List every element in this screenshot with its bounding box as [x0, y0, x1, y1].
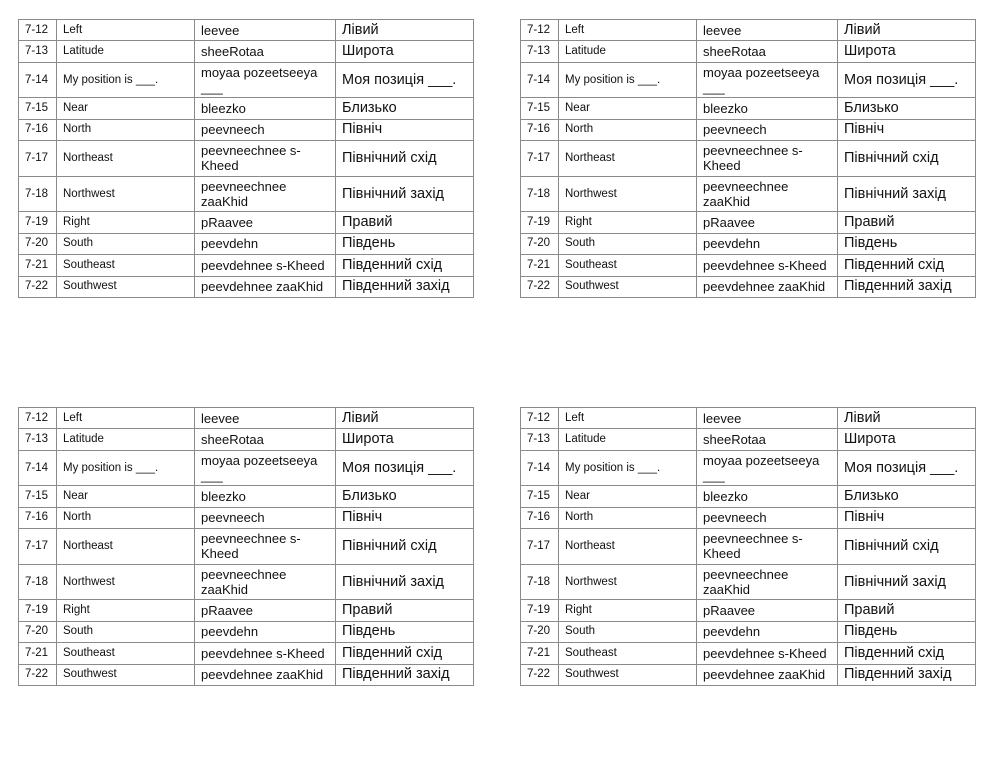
table-row	[521, 529, 976, 565]
row-number: 7-22	[521, 276, 559, 297]
english-term: Latitude	[559, 41, 697, 62]
transliteration: peevdehnee s-Kheed	[697, 643, 838, 664]
row-number: 7-22	[521, 664, 559, 685]
ukrainian-term: Північний захід	[336, 564, 474, 600]
ukrainian-term: Південний захід	[336, 664, 474, 685]
row-number: 7-20	[19, 621, 57, 642]
table-row	[521, 98, 976, 119]
transliteration: leevee	[697, 20, 838, 41]
table-row	[19, 41, 474, 62]
transliteration: bleezko	[195, 98, 336, 119]
vocab-table-top-left	[18, 19, 474, 298]
transliteration: peevneechnee zaaKhid	[195, 176, 336, 212]
row-number: 7-21	[521, 643, 559, 664]
transliteration: bleezko	[195, 486, 336, 507]
transliteration: sheeRotaa	[697, 429, 838, 450]
transliteration: peevneechnee s-Kheed	[195, 141, 336, 177]
row-number: 7-17	[521, 529, 559, 565]
row-number: 7-18	[521, 564, 559, 600]
english-term: South	[57, 621, 195, 642]
ukrainian-term: Південний схід	[336, 255, 474, 276]
ukrainian-term: Північ	[838, 507, 976, 528]
row-number: 7-14	[19, 62, 57, 98]
table-row	[19, 408, 474, 429]
english-term: Northwest	[559, 176, 697, 212]
vocab-table-bottom-left	[18, 407, 474, 686]
transliteration: peevdehn	[697, 621, 838, 642]
english-term: South	[559, 621, 697, 642]
english-term: Southwest	[559, 276, 697, 297]
transliteration: pRaavee	[195, 600, 336, 621]
row-number: 7-19	[19, 600, 57, 621]
english-term: Near	[559, 98, 697, 119]
ukrainian-term: Північ	[336, 119, 474, 140]
table-row	[521, 664, 976, 685]
transliteration: leevee	[697, 408, 838, 429]
english-term: North	[559, 119, 697, 140]
transliteration: peevdehnee zaaKhid	[697, 664, 838, 685]
row-number: 7-17	[521, 141, 559, 177]
ukrainian-term: Моя позиція ___.	[336, 62, 474, 98]
row-number: 7-12	[521, 408, 559, 429]
ukrainian-term: Близько	[838, 486, 976, 507]
ukrainian-term: Північний схід	[838, 529, 976, 565]
ukrainian-term: Південь	[336, 233, 474, 254]
table-row	[521, 255, 976, 276]
transliteration: peevneech	[697, 119, 838, 140]
row-number: 7-13	[19, 429, 57, 450]
ukrainian-term: Північний схід	[336, 141, 474, 177]
row-number: 7-15	[521, 486, 559, 507]
ukrainian-term: Лівий	[336, 408, 474, 429]
table-row	[19, 212, 474, 233]
transliteration: peevdehn	[195, 621, 336, 642]
table-row	[19, 176, 474, 212]
row-number: 7-20	[19, 233, 57, 254]
row-number: 7-20	[521, 621, 559, 642]
ukrainian-term: Південний схід	[838, 643, 976, 664]
ukrainian-term: Широта	[838, 429, 976, 450]
transliteration: peevdehnee zaaKhid	[195, 664, 336, 685]
english-term: Southeast	[559, 255, 697, 276]
transliteration: bleezko	[697, 486, 838, 507]
table-row	[521, 643, 976, 664]
english-term: North	[57, 119, 195, 140]
english-term: Southwest	[559, 664, 697, 685]
transliteration: moyaa pozeetseeya ___	[697, 62, 838, 98]
row-number: 7-17	[19, 529, 57, 565]
english-term: South	[57, 233, 195, 254]
english-term: Latitude	[57, 429, 195, 450]
ukrainian-term: Південний захід	[838, 664, 976, 685]
english-term: Northwest	[57, 176, 195, 212]
table-row	[19, 255, 474, 276]
english-term: Northeast	[559, 529, 697, 565]
english-term: Left	[559, 408, 697, 429]
english-term: Southeast	[559, 643, 697, 664]
transliteration: peevdehn	[195, 233, 336, 254]
transliteration: peevneech	[195, 507, 336, 528]
english-term: Latitude	[559, 429, 697, 450]
transliteration: peevdehnee s-Kheed	[697, 255, 838, 276]
transliteration: peevdehn	[697, 233, 838, 254]
english-term: Left	[57, 408, 195, 429]
table-row	[521, 233, 976, 254]
ukrainian-term: Лівий	[336, 20, 474, 41]
english-term: Right	[57, 212, 195, 233]
ukrainian-term: Північ	[336, 507, 474, 528]
ukrainian-term: Північний захід	[838, 176, 976, 212]
row-number: 7-13	[19, 41, 57, 62]
ukrainian-term: Близько	[336, 98, 474, 119]
english-term: South	[559, 233, 697, 254]
english-term: Right	[57, 600, 195, 621]
transliteration: leevee	[195, 20, 336, 41]
ukrainian-term: Південь	[838, 621, 976, 642]
row-number: 7-16	[19, 119, 57, 140]
english-term: Northeast	[57, 141, 195, 177]
table-row	[521, 408, 976, 429]
english-term: Northeast	[559, 141, 697, 177]
transliteration: sheeRotaa	[195, 429, 336, 450]
transliteration: sheeRotaa	[697, 41, 838, 62]
transliteration: peevneech	[697, 507, 838, 528]
table-row	[521, 212, 976, 233]
table-row	[521, 564, 976, 600]
ukrainian-term: Південний схід	[336, 643, 474, 664]
table-row	[521, 450, 976, 486]
english-term: Right	[559, 600, 697, 621]
english-term: Southeast	[57, 255, 195, 276]
ukrainian-term: Північ	[838, 119, 976, 140]
ukrainian-term: Південний схід	[838, 255, 976, 276]
row-number: 7-12	[19, 20, 57, 41]
ukrainian-term: Південь	[336, 621, 474, 642]
english-term: My position is ___.	[57, 450, 195, 486]
transliteration: peevdehnee zaaKhid	[697, 276, 838, 297]
transliteration: peevneechnee s-Kheed	[697, 529, 838, 565]
ukrainian-term: Лівий	[838, 408, 976, 429]
table-row	[521, 429, 976, 450]
english-term: Left	[559, 20, 697, 41]
row-number: 7-18	[19, 176, 57, 212]
ukrainian-term: Північний захід	[838, 564, 976, 600]
transliteration: peevneechnee s-Kheed	[697, 141, 838, 177]
ukrainian-term: Моя позиція ___.	[838, 62, 976, 98]
english-term: My position is ___.	[559, 62, 697, 98]
english-term: Northwest	[559, 564, 697, 600]
row-number: 7-21	[521, 255, 559, 276]
row-number: 7-19	[521, 212, 559, 233]
row-number: 7-13	[521, 41, 559, 62]
english-term: Northwest	[57, 564, 195, 600]
table-row	[521, 276, 976, 297]
row-number: 7-15	[19, 98, 57, 119]
row-number: 7-16	[521, 507, 559, 528]
row-number: 7-12	[521, 20, 559, 41]
english-term: Northeast	[57, 529, 195, 565]
row-number: 7-15	[19, 486, 57, 507]
table-row	[19, 98, 474, 119]
english-term: Left	[57, 20, 195, 41]
transliteration: pRaavee	[195, 212, 336, 233]
transliteration: peevneechnee s-Kheed	[195, 529, 336, 565]
table-row	[521, 141, 976, 177]
table-row	[19, 621, 474, 642]
transliteration: peevneechnee zaaKhid	[697, 176, 838, 212]
row-number: 7-13	[521, 429, 559, 450]
table-row	[521, 621, 976, 642]
table-row	[19, 62, 474, 98]
ukrainian-term: Моя позиція ___.	[336, 450, 474, 486]
table-row	[521, 20, 976, 41]
row-number: 7-19	[521, 600, 559, 621]
table-row	[19, 20, 474, 41]
english-term: My position is ___.	[57, 62, 195, 98]
ukrainian-term: Правий	[336, 600, 474, 621]
table-row	[521, 176, 976, 212]
transliteration: moyaa pozeetseeya ___	[697, 450, 838, 486]
row-number: 7-18	[521, 176, 559, 212]
table-row	[521, 119, 976, 140]
english-term: North	[559, 507, 697, 528]
row-number: 7-14	[521, 62, 559, 98]
table-row	[521, 41, 976, 62]
ukrainian-term: Південний захід	[838, 276, 976, 297]
ukrainian-term: Правий	[838, 212, 976, 233]
row-number: 7-21	[19, 255, 57, 276]
transliteration: peevneechnee zaaKhid	[697, 564, 838, 600]
table-row	[19, 529, 474, 565]
table-row	[521, 486, 976, 507]
transliteration: peevneech	[195, 119, 336, 140]
row-number: 7-12	[19, 408, 57, 429]
ukrainian-term: Правий	[336, 212, 474, 233]
english-term: Near	[57, 98, 195, 119]
table-row	[19, 564, 474, 600]
transliteration: pRaavee	[697, 212, 838, 233]
english-term: Southeast	[57, 643, 195, 664]
transliteration: peevdehnee s-Kheed	[195, 643, 336, 664]
vocab-table-bottom-right	[520, 407, 976, 686]
english-term: Southwest	[57, 276, 195, 297]
table-row	[19, 450, 474, 486]
transliteration: peevdehnee zaaKhid	[195, 276, 336, 297]
transliteration: leevee	[195, 408, 336, 429]
table-row	[19, 664, 474, 685]
ukrainian-term: Північний схід	[838, 141, 976, 177]
row-number: 7-16	[19, 507, 57, 528]
table-row	[19, 276, 474, 297]
row-number: 7-17	[19, 141, 57, 177]
english-term: Near	[57, 486, 195, 507]
row-number: 7-22	[19, 664, 57, 685]
row-number: 7-18	[19, 564, 57, 600]
ukrainian-term: Лівий	[838, 20, 976, 41]
row-number: 7-14	[521, 450, 559, 486]
ukrainian-term: Близько	[336, 486, 474, 507]
row-number: 7-22	[19, 276, 57, 297]
table-row	[521, 507, 976, 528]
table-row	[521, 600, 976, 621]
transliteration: moyaa pozeetseeya ___	[195, 450, 336, 486]
english-term: North	[57, 507, 195, 528]
ukrainian-term: Широта	[336, 429, 474, 450]
english-term: Near	[559, 486, 697, 507]
ukrainian-term: Моя позиція ___.	[838, 450, 976, 486]
english-term: Right	[559, 212, 697, 233]
row-number: 7-16	[521, 119, 559, 140]
table-row	[19, 233, 474, 254]
table-row	[19, 119, 474, 140]
ukrainian-term: Північний захід	[336, 176, 474, 212]
ukrainian-term: Правий	[838, 600, 976, 621]
transliteration: pRaavee	[697, 600, 838, 621]
ukrainian-term: Близько	[838, 98, 976, 119]
table-row	[19, 429, 474, 450]
vocab-table-top-right	[520, 19, 976, 298]
table-row	[19, 600, 474, 621]
table-row	[19, 486, 474, 507]
transliteration: peevdehnee s-Kheed	[195, 255, 336, 276]
transliteration: bleezko	[697, 98, 838, 119]
table-row	[19, 141, 474, 177]
ukrainian-term: Південь	[838, 233, 976, 254]
row-number: 7-20	[521, 233, 559, 254]
table-row	[19, 507, 474, 528]
ukrainian-term: Широта	[838, 41, 976, 62]
ukrainian-term: Північний схід	[336, 529, 474, 565]
transliteration: peevneechnee zaaKhid	[195, 564, 336, 600]
ukrainian-term: Південний захід	[336, 276, 474, 297]
table-row	[521, 62, 976, 98]
english-term: Latitude	[57, 41, 195, 62]
english-term: Southwest	[57, 664, 195, 685]
table-row	[19, 643, 474, 664]
row-number: 7-14	[19, 450, 57, 486]
ukrainian-term: Широта	[336, 41, 474, 62]
row-number: 7-19	[19, 212, 57, 233]
transliteration: moyaa pozeetseeya ___	[195, 62, 336, 98]
row-number: 7-15	[521, 98, 559, 119]
english-term: My position is ___.	[559, 450, 697, 486]
row-number: 7-21	[19, 643, 57, 664]
transliteration: sheeRotaa	[195, 41, 336, 62]
